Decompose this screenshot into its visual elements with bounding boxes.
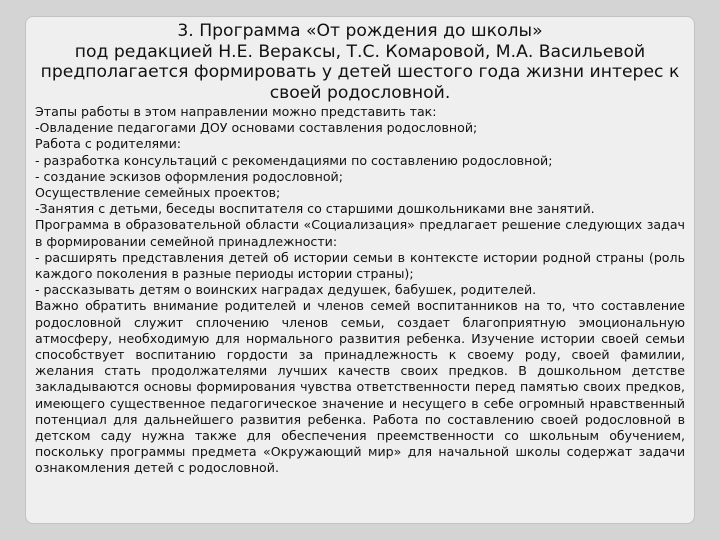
paragraph-sketches: - создание эскизов оформления родословной; [35, 168, 343, 184]
paragraph-consultations: - разработка консультаций с рекомендациями по составлению родословной; [35, 152, 553, 168]
body-text [35, 104, 685, 477]
paragraph-lessons: -Занятия с детьми, беседы воспитателя со старшими дошкольниками вне занятий. [35, 201, 595, 217]
paragraph-stages: Этапы работы в этом направлении можно представить так: [35, 104, 437, 119]
paragraph-parents-heading: Работа с родителями: [35, 136, 181, 152]
paragraph-expand: - расширять представления детей об истории семьи в контексте истории родной страны (роль каждого поколения в разные периоды истории страны); [35, 249, 685, 282]
title-line-3: предполагается формировать у детей шестого года жизни интерес к [40, 62, 680, 82]
title-line-1: 3. Программа «От рождения до школы» [177, 21, 543, 41]
slide-title [35, 21, 685, 103]
paragraph-importance: Важно обратить внимание родителей и членов семей воспитанников на то, что составление родословной служит сплочению членов семьи, создает благоприятную эмоциональную атмосферу, необходимую для нормального развития ребенка. Изучение истории своей семьи способствует воспитанию гордости за принадлежность к своему роду, своей фамилии, желания стать продолжателями лучших качеств своих предков. В дошкольном детстве закладываются основы формирования чувства ответственности перед памятью своих предков, имеющего существенное педагогическое значение и несущего в себе огромный нравственный потенциал для дальнейшего развития ребенка. Работа по составлению своей родословной в детском саду нужна также для обеспечения преемственности со школьным обучением, поскольку программы предмета «Окружающий мир» для начальной школы содержат задачи ознакомления детей с родословной. [35, 298, 685, 476]
paragraph-program: Программа в образовательной области «Социализация» предлагает решение следующих задач в формировании семейной принадлежности: [35, 217, 685, 249]
title-line-4: своей родословной. [269, 82, 451, 103]
paragraph-teachers: -Овладение педагогами ДОУ основами составления родословной; [35, 120, 478, 136]
paragraph-projects: Осуществление семейных проектов; [35, 185, 281, 201]
title-line-2: под редакцией Н.Е. Вераксы, Т.С. Комаровой, М.А. Васильевой [74, 41, 646, 62]
content-card [25, 16, 695, 524]
paragraph-awards: - рассказывать детям о воинских наградах дедушек, бабушек, родителей. [35, 282, 537, 298]
